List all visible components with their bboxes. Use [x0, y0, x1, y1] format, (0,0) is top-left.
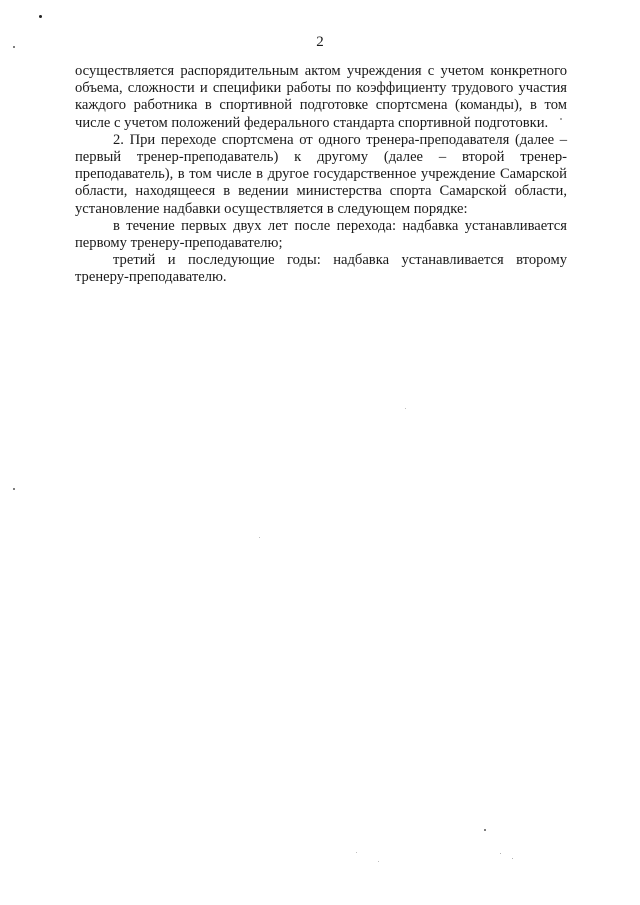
scan-speck: [512, 858, 513, 859]
paragraph-third-year: третий и последующие годы: надбавка устанавливается второму тренеру-преподавателю.: [75, 252, 567, 286]
page-number: 2: [316, 34, 324, 50]
scan-speck: [13, 46, 15, 48]
scan-speck: [405, 408, 406, 409]
paragraph-item-2: 2. При переходе спортсмена от одного тренера-преподавателя (далее – первый тренер-преподаватель) к другому (далее – второй тренер-преподаватель), в том числе в другое государственное учреждение Самарской области, находящееся в ведении министерства спорта Самарской области, установление надбавки осуществляется в следующем порядке:: [75, 131, 567, 217]
scan-speck: [378, 861, 379, 862]
scan-speck: [560, 118, 562, 120]
paragraph-first-two-years: в течение первых двух лет после перехода: надбавка устанавливается первому тренеру-преподавателю;: [75, 217, 567, 252]
scan-speck: [484, 829, 486, 831]
paragraph-continuation: осуществляется распорядительным актом учреждения с учетом конкретного объема, сложности и специфики работы по коэффициенту трудового участия каждого работника в спортивной подготовке спортсмена (команды), в том числе с учетом положений федерального стандарта спортивной подготовки.: [75, 63, 567, 131]
scan-speck: [500, 853, 501, 854]
scan-speck: [39, 15, 42, 18]
scan-speck: [259, 537, 260, 538]
scan-speck: [13, 488, 15, 490]
document-body: [75, 63, 567, 287]
scan-speck: [356, 852, 357, 853]
